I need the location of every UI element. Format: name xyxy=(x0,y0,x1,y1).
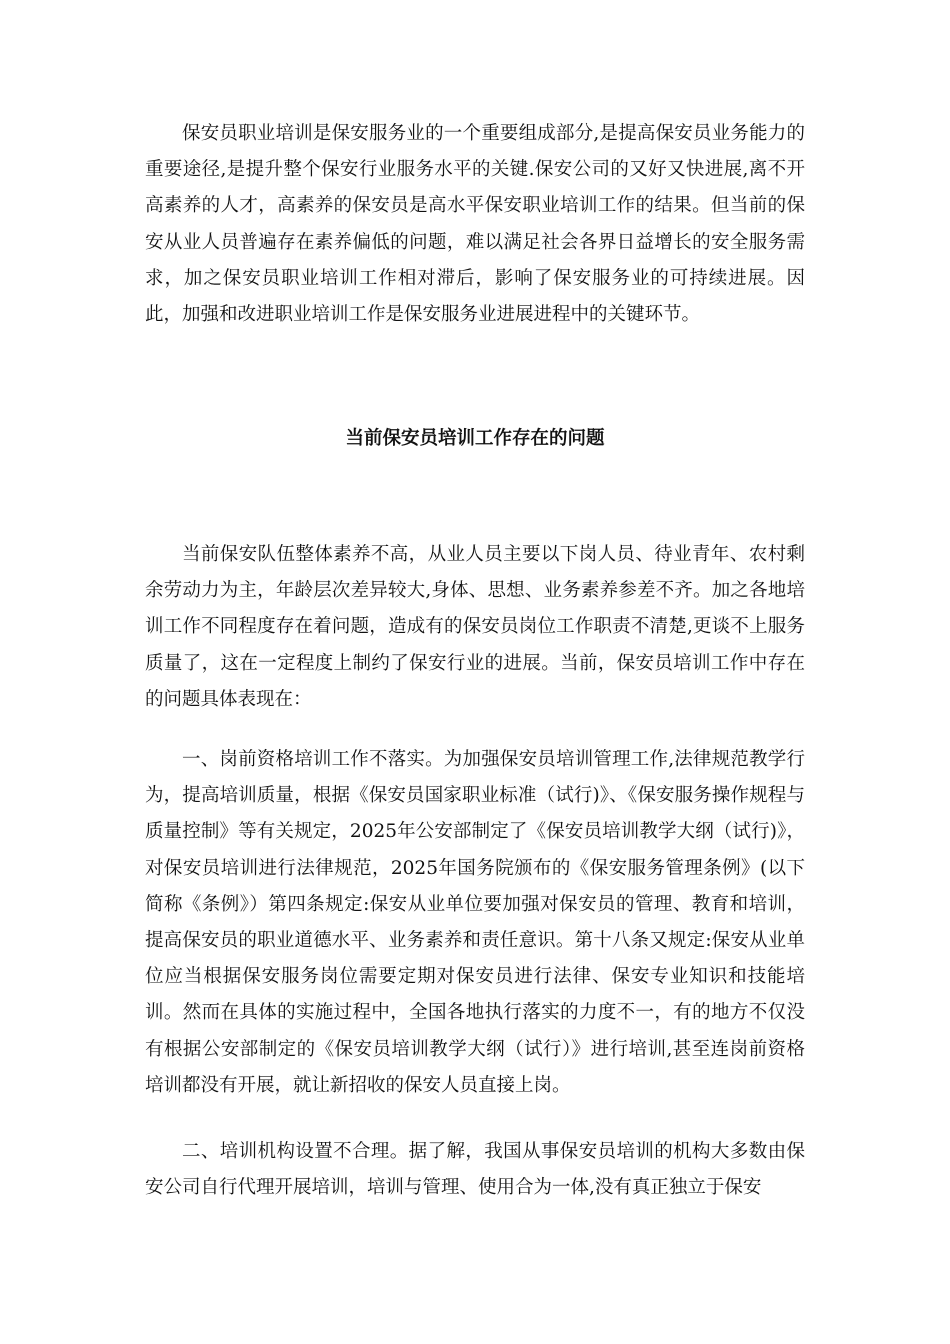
intro-paragraph: 保安员职业培训是保安服务业的一个重要组成部分,是提高保安员业务能力的重要途径,是提升整个保安行业服务水平的关键.保安公司的又好又快进展,离不开高素养的人才，高素养的保安员是高水平保安职业培训工作的结果。但当前的保安从业人员普遍存在素养偏低的问题，难以满足社会各界日益增长的安全服务需求，加之保安员职业培训工作相对滞后，影响了保安服务业的可持续进展。因此，加强和改进职业培训工作是保安服务业进展进程中的关键环节。 xyxy=(145,123,805,326)
body-paragraph-3: 二、培训机构设置不合理。据了解，我国从事保安员培训的机构大多数由保安公司自行代理开展培训，培训与管理、使用合为一体,没有真正独立于保安 xyxy=(145,1141,805,1199)
section-heading: 当前保安员培训工作存在的问题 xyxy=(345,428,605,449)
body-paragraph-2: 一、岗前资格培训工作不落实。为加强保安员培训管理工作,法律规范教学行为，提高培训质量，根据《保安员国家职业标准（试行)》、《保安服务操作规程与质量控制》等有关规定，2025年公安部制定了《保安员培训教学大纲（试行)》，对保安员培训进行法律规范，2025年国务院颁布的《保安服务管理条例》(以下简称《条例》）第四条规定:保安从业单位要加强对保安员的管理、教育和培训，提高保安员的职业道德水平、业务素养和责任意识。第十八条又规定:保安从业单位应当根据保安服务岗位需要定期对保安员进行法律、保安专业知识和技能培训。然而在具体的实施过程中，全国各地执行落实的力度不一，有的地方不仅没有根据公安部制定的《保安员培训教学大纲（试行）》进行培训,甚至连岗前资格培训都没有开展，就让新招收的保安人员直接上岗。 xyxy=(145,749,805,1096)
body-paragraph-1: 当前保安队伍整体素养不高，从业人员主要以下岗人员、待业青年、农村剩余劳动力为主，年龄层次差异较大,身体、思想、业务素养参差不齐。加之各地培训工作不同程度存在着问题，造成有的保安员岗位工作职责不清楚,更谈不上服务质量了，这在一定程度上制约了保安行业的进展。当前，保安员培训工作中存在的问题具体表现在： xyxy=(145,544,805,710)
